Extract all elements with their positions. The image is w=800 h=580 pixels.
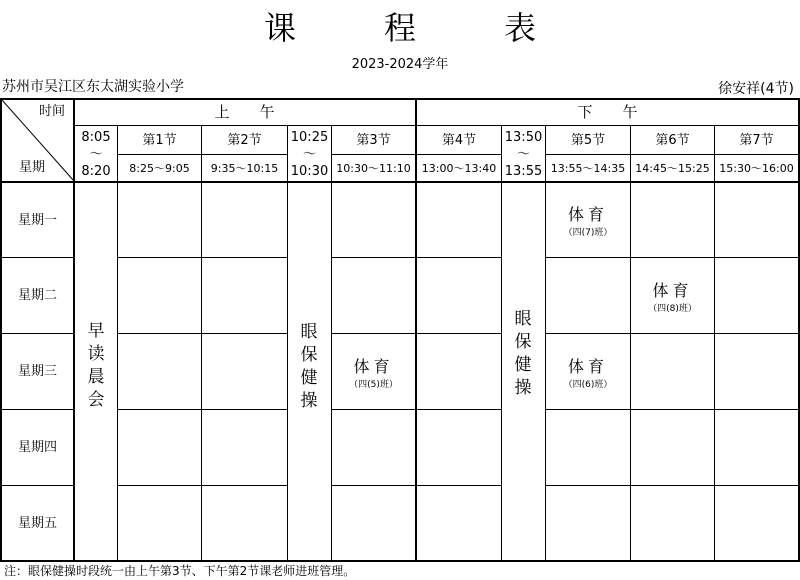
eye-exercise-time-am: 10:25 ～ 10:30 [290, 129, 329, 179]
session-pm: 下 午 [577, 103, 638, 121]
day-label-monday: 星期一 [17, 212, 57, 228]
period-1-label: 第1节 [142, 133, 177, 148]
period-1-time: 8:25～9:05 [129, 161, 190, 175]
lesson-class: （四(5)班） [349, 380, 398, 390]
period-3-label: 第3节 [356, 133, 391, 148]
title-char: 程 [383, 9, 416, 47]
period-2-time: 9:35～10:15 [210, 161, 279, 175]
period-5-time: 13:55～14:35 [550, 161, 626, 175]
day-label-wednesday: 星期三 [17, 364, 57, 379]
lesson-wednesday-p5 [546, 358, 630, 391]
eye-exercise-cell-pm: 眼 保 健 操 [514, 309, 532, 398]
footnote: 注：眼保健操时段统一由上午第3节、下午第2节课老师进班管理。 [4, 564, 356, 578]
eye-exercise-cell-am: 眼 保 健 操 [300, 322, 318, 411]
title-char: 课 [263, 9, 296, 47]
period-6-time: 14:45～15:25 [635, 161, 710, 175]
lesson-class: （四(8)班） [648, 304, 697, 314]
eye-exercise-time-pm: 13:50 ～ 13:55 [504, 129, 543, 179]
period-3-time: 10:30～11:10 [336, 161, 411, 175]
morning-reading-time: 8:05 ～ 8:20 [81, 129, 111, 179]
lesson-wednesday-p3 [332, 358, 415, 391]
day-label-thursday: 星期四 [17, 440, 57, 455]
lesson-tuesday-p6 [631, 282, 714, 315]
morning-reading-cell: 早 读 晨 会 [87, 321, 105, 410]
period-4-label: 第4节 [441, 133, 477, 148]
school-year: 2023-2024学年 [351, 57, 449, 72]
day-label-tuesday: 星期二 [17, 288, 57, 303]
lesson-class: （四(6)班） [563, 380, 613, 390]
lesson-subject: 体育 [567, 205, 608, 224]
lesson-subject: 体育 [652, 281, 693, 300]
corner-day-label: 星期 [18, 159, 45, 175]
title-char: 表 [504, 9, 537, 47]
school-name: 苏州市吴江区东太湖实验小学 [2, 79, 184, 95]
day-label-friday: 星期五 [17, 515, 57, 531]
session-am: 上 午 [214, 103, 275, 121]
teacher-name: 徐安祥(4节) [718, 81, 794, 97]
period-6-label: 第6节 [655, 133, 690, 148]
lesson-subject: 体育 [353, 357, 394, 376]
period-7-label: 第7节 [739, 133, 774, 148]
lesson-class: （四(7)班） [563, 228, 613, 238]
corner-time-label: 时间 [38, 103, 65, 119]
lesson-monday-p5 [546, 206, 630, 239]
lesson-subject: 体育 [567, 357, 608, 376]
period-4-time: 13:00～13:40 [421, 161, 497, 175]
period-7-time: 15:30～16:00 [719, 161, 794, 175]
period-2-label: 第2节 [227, 133, 262, 148]
period-5-label: 第5节 [570, 133, 606, 148]
